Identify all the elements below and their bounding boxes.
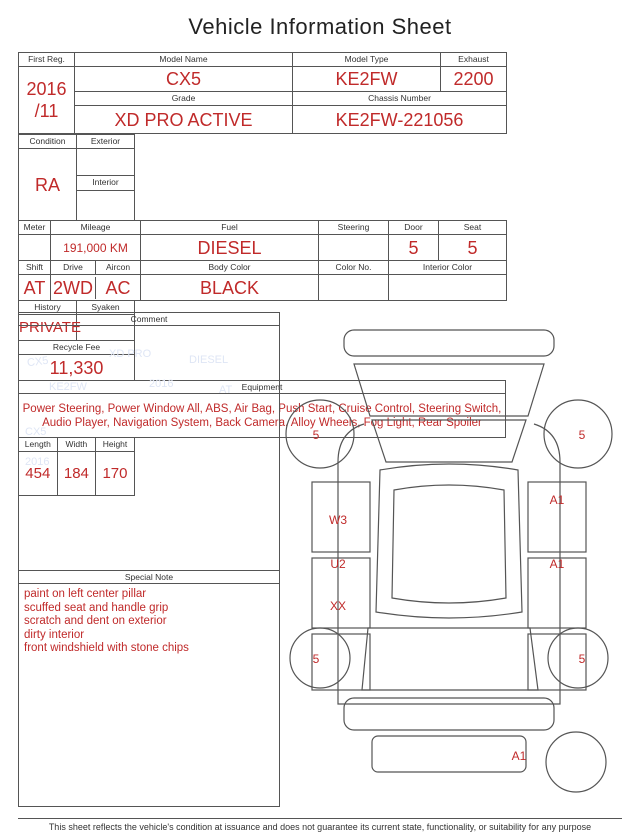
equipment-label: Equipment bbox=[19, 381, 506, 394]
exhaust-value: 2200 bbox=[441, 67, 507, 92]
watermark-text: XD PRO bbox=[109, 348, 152, 360]
drive-value: 2WD bbox=[51, 277, 96, 299]
special-note-line: paint on left center pillar bbox=[24, 588, 147, 600]
special-note-label: Special Note bbox=[19, 571, 279, 584]
steering-label: Steering bbox=[319, 221, 389, 235]
door-value: 5 bbox=[389, 235, 439, 261]
color-no-label: Color No. bbox=[319, 261, 389, 275]
history-label: History bbox=[19, 301, 77, 315]
chassis-label: Chassis Number bbox=[293, 92, 507, 106]
drive-label: Drive bbox=[51, 261, 96, 274]
exterior-label: Exterior bbox=[77, 135, 135, 149]
height-value: 170 bbox=[96, 452, 135, 496]
chassis-value: KE2FW-221056 bbox=[293, 106, 507, 134]
footer-disclaimer: This sheet reflects the vehicle's condition at issuance and does not guarantee its current state, functionality, or suitability for any purpose bbox=[18, 818, 622, 832]
length-label: Length bbox=[19, 438, 58, 452]
body-color-label: Body Color bbox=[141, 261, 319, 275]
mark-rear-right-tire: 5 bbox=[578, 652, 586, 666]
exhaust-label: Exhaust bbox=[441, 53, 507, 67]
watermark-text: 2016 bbox=[25, 456, 50, 468]
shift-value: AT bbox=[19, 275, 51, 301]
watermark-text: 2016 bbox=[149, 378, 174, 390]
interior-color-label: Interior Color bbox=[389, 261, 507, 275]
watermark-text: CX5 bbox=[26, 354, 50, 370]
grade-value: XD PRO ACTIVE bbox=[75, 106, 293, 134]
syaken-label: Syaken bbox=[77, 301, 135, 315]
condition-table bbox=[18, 134, 135, 221]
mark-left-rear-door: U2 bbox=[330, 557, 346, 571]
special-note-panel bbox=[18, 571, 280, 807]
length-value: 454 bbox=[19, 452, 58, 496]
watermark-text: DIESEL bbox=[189, 354, 229, 366]
history-value: PRIVATE bbox=[19, 315, 77, 341]
recycle-fee-label: Recycle Fee bbox=[19, 341, 135, 355]
first-reg-year: 2016 bbox=[26, 79, 67, 99]
aircon-value: AC bbox=[105, 277, 131, 298]
model-type-value: KE2FW bbox=[293, 67, 441, 92]
special-note-body bbox=[19, 584, 279, 806]
mark-rear-bumper: A1 bbox=[511, 749, 527, 763]
body-color-value: BLACK bbox=[141, 275, 319, 301]
interior-label: Interior bbox=[77, 175, 135, 190]
spec-table bbox=[18, 220, 507, 301]
page-title: Vehicle Information Sheet bbox=[188, 14, 452, 39]
fuel-label: Fuel bbox=[141, 221, 319, 235]
aircon-label: Aircon bbox=[105, 262, 131, 272]
mileage-label: Mileage bbox=[51, 221, 141, 235]
mark-left-rear-quarter: XX bbox=[329, 599, 347, 613]
mark-front-right-tire: 5 bbox=[578, 428, 586, 442]
special-note-line: scratch and dent on exterior bbox=[24, 615, 167, 627]
color-no-value bbox=[319, 275, 389, 301]
shift-label: Shift bbox=[19, 261, 51, 275]
watermark-text: KE2FW bbox=[49, 381, 87, 393]
comment-body bbox=[19, 326, 279, 570]
mark-right-rear-door: A1 bbox=[549, 557, 565, 571]
door-label: Door bbox=[389, 221, 439, 235]
grade-label: Grade bbox=[75, 92, 293, 106]
exterior-value bbox=[77, 149, 135, 176]
equipment-text: Power Steering, Power Window All, ABS, Air Bag, Push Start, Cruise Control, Steering Switch, Audio Player, Navigation System, Back Camera, Alloy Wheels, Fog Light, Rear Spoiler bbox=[19, 394, 506, 438]
first-reg-month: /11 bbox=[34, 101, 59, 121]
recycle-fee-value: 11,330 bbox=[19, 355, 135, 381]
watermark-text: CX5 bbox=[25, 426, 47, 438]
interior-color-value bbox=[389, 275, 507, 301]
height-label: Height bbox=[96, 438, 135, 452]
seat-label: Seat bbox=[439, 221, 507, 235]
meter-value bbox=[19, 235, 51, 261]
model-name-label: Model Name bbox=[75, 53, 293, 67]
meter-label: Meter bbox=[19, 221, 51, 235]
mark-left-front-door: W3 bbox=[329, 513, 347, 527]
comment-panel bbox=[18, 312, 280, 571]
mark-right-front-door: A1 bbox=[549, 493, 565, 507]
model-name-value: CX5 bbox=[75, 67, 293, 92]
width-value: 184 bbox=[57, 452, 96, 496]
fuel-value: DIESEL bbox=[141, 235, 319, 261]
interior-value bbox=[77, 190, 135, 220]
vehicle-damage-diagram bbox=[276, 312, 622, 817]
first-reg-label: First Reg. bbox=[19, 53, 75, 67]
comment-label: Comment bbox=[19, 313, 279, 326]
mileage-value: 191,000 KM bbox=[51, 235, 141, 261]
special-note-line: front windshield with stone chips bbox=[24, 642, 189, 654]
watermark-text: AT bbox=[219, 384, 233, 396]
steering-value bbox=[319, 235, 389, 261]
drive-aircon-label bbox=[51, 261, 141, 275]
drive-aircon-value bbox=[51, 275, 141, 301]
width-label: Width bbox=[57, 438, 96, 452]
special-note-line: scuffed seat and handle grip bbox=[24, 601, 169, 614]
special-note-line: dirty interior bbox=[24, 628, 85, 641]
condition-label: Condition bbox=[19, 135, 77, 149]
main-info-table bbox=[18, 52, 507, 134]
mark-rear-left-tire: 5 bbox=[312, 652, 320, 666]
seat-value: 5 bbox=[439, 235, 507, 261]
mark-front-left-tire: 5 bbox=[312, 428, 320, 442]
condition-value: RA bbox=[19, 149, 77, 221]
first-reg-value bbox=[19, 67, 75, 134]
model-type-label: Model Type bbox=[293, 53, 441, 67]
